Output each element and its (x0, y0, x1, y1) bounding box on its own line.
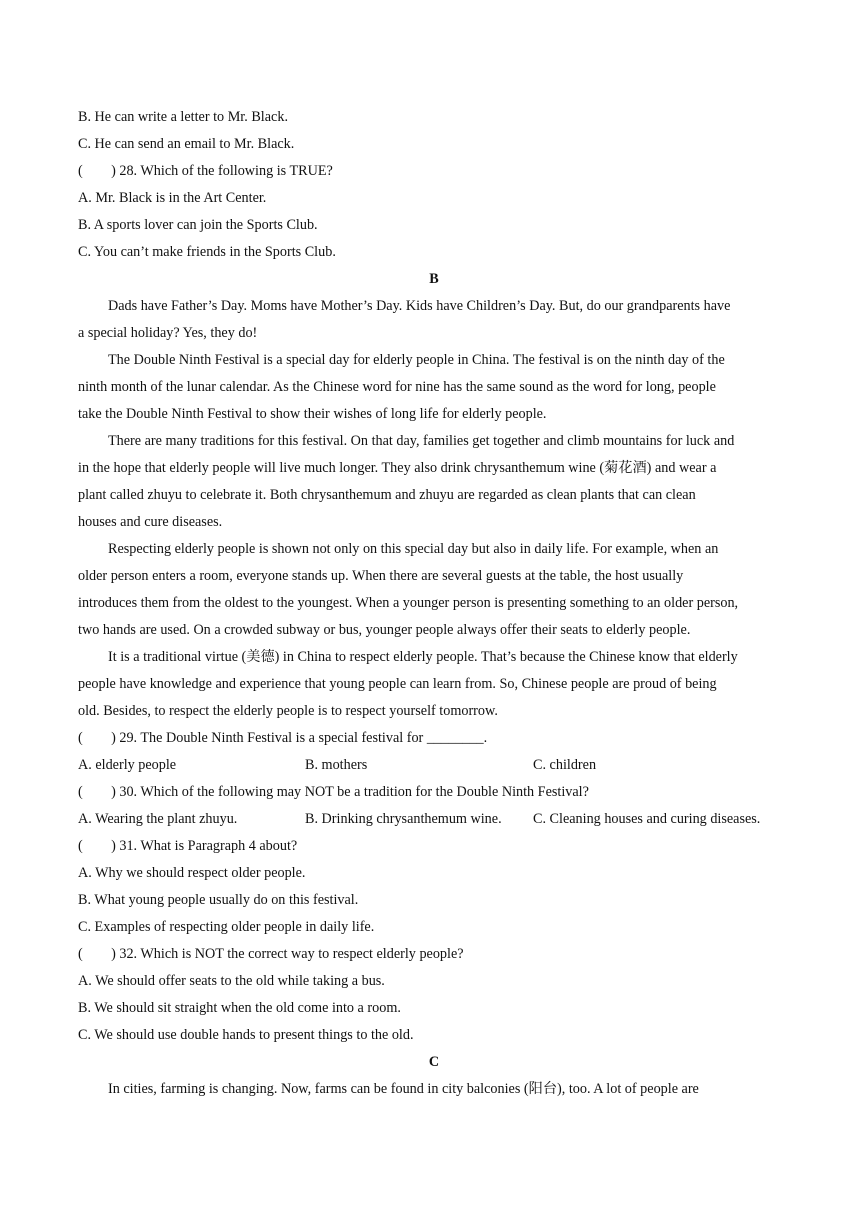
q32-option-c: C. We should use double hands to present things to the old. (78, 1027, 414, 1043)
passage-b-line: people have knowledge and experience that young people can learn from. So, Chinese people are proud of being (78, 676, 717, 692)
q31-option-a: A. Why we should respect older people. (78, 865, 306, 881)
q29-option-c: C. children (533, 757, 597, 773)
q32-option-a: A. We should offer seats to the old while taking a bus. (78, 973, 385, 989)
passage-b-line: take the Double Ninth Festival to show their wishes of long life for elderly people. (78, 406, 547, 422)
q28-option-c: C. You can’t make friends in the Sports Club. (78, 244, 336, 260)
q31-option-b: B. What young people usually do on this festival. (78, 892, 359, 908)
q32-stem: ( ) 32. Which is NOT the correct way to respect elderly people? (78, 946, 464, 962)
section-c-heading: C (428, 1054, 440, 1070)
q28-option-a: A. Mr. Black is in the Art Center. (78, 190, 267, 206)
q29-options (78, 752, 790, 779)
q27-option-c: C. He can send an email to Mr. Black. (78, 136, 295, 152)
passage-b-line: plant called zhuyu to celebrate it. Both chrysanthemum and zhuyu are regarded as clean plants that can clean (78, 487, 696, 503)
passage-b-line: introduces them from the oldest to the youngest. When a younger person is presenting something to an older person, (78, 595, 739, 611)
q31-option-c: C. Examples of respecting older people in daily life. (78, 919, 375, 935)
passage-b-line: It is a traditional virtue (美德) in China to respect elderly people. That’s because the Chinese know that elderly (108, 649, 738, 665)
q30-option-b: B. Drinking chrysanthemum wine. (305, 811, 502, 827)
q29-option-a: A. elderly people (78, 757, 177, 773)
passage-b-line: two hands are used. On a crowded subway or bus, younger people always offer their seats to elderly people. (78, 622, 691, 638)
q28-option-b: B. A sports lover can join the Sports Club. (78, 217, 318, 233)
q30-options (78, 806, 790, 833)
q28-stem: ( ) 28. Which of the following is TRUE? (78, 163, 333, 179)
q32-option-b: B. We should sit straight when the old come into a room. (78, 1000, 401, 1016)
passage-b-line: houses and cure diseases. (78, 514, 223, 530)
exam-page (78, 104, 790, 1103)
q31-stem: ( ) 31. What is Paragraph 4 about? (78, 838, 298, 854)
passage-c-line: In cities, farming is changing. Now, farms can be found in city balconies (阳台), too. A lot of people are (108, 1081, 699, 1097)
passage-b-line: in the hope that elderly people will live much longer. They also drink chrysanthemum wine (菊花酒) and wear a (78, 460, 717, 476)
passage-b-line: Dads have Father’s Day. Moms have Mother’s Day. Kids have Children’s Day. But, do our grandparents have (108, 298, 731, 314)
passage-b-line: older person enters a room, everyone stands up. When there are several guests at the table, the host usually (78, 568, 684, 584)
q27-option-b: B. He can write a letter to Mr. Black. (78, 109, 288, 125)
q30-option-a: A. Wearing the plant zhuyu. (78, 811, 238, 827)
q29-stem: ( ) 29. The Double Ninth Festival is a special festival for ________. (78, 730, 488, 746)
q30-option-c: C. Cleaning houses and curing diseases. (533, 811, 761, 827)
passage-b (78, 293, 790, 725)
passage-b-line: a special holiday? Yes, they do! (78, 325, 258, 341)
passage-b-line: old. Besides, to respect the elderly people is to respect yourself tomorrow. (78, 703, 498, 719)
passage-b-line: The Double Ninth Festival is a special day for elderly people in China. The festival is on the ninth day of the (108, 352, 725, 368)
passage-b-line: There are many traditions for this festival. On that day, families get together and climb mountains for luck and (108, 433, 735, 449)
q29-option-b: B. mothers (305, 757, 368, 773)
section-b-heading: B (429, 271, 439, 287)
passage-b-line: Respecting elderly people is shown not only on this special day but also in daily life. For example, when an (108, 541, 719, 557)
q30-stem: ( ) 30. Which of the following may NOT be a tradition for the Double Ninth Festival? (78, 784, 589, 800)
passage-b-line: ninth month of the lunar calendar. As the Chinese word for nine has the same sound as the word for long, people (78, 379, 716, 395)
